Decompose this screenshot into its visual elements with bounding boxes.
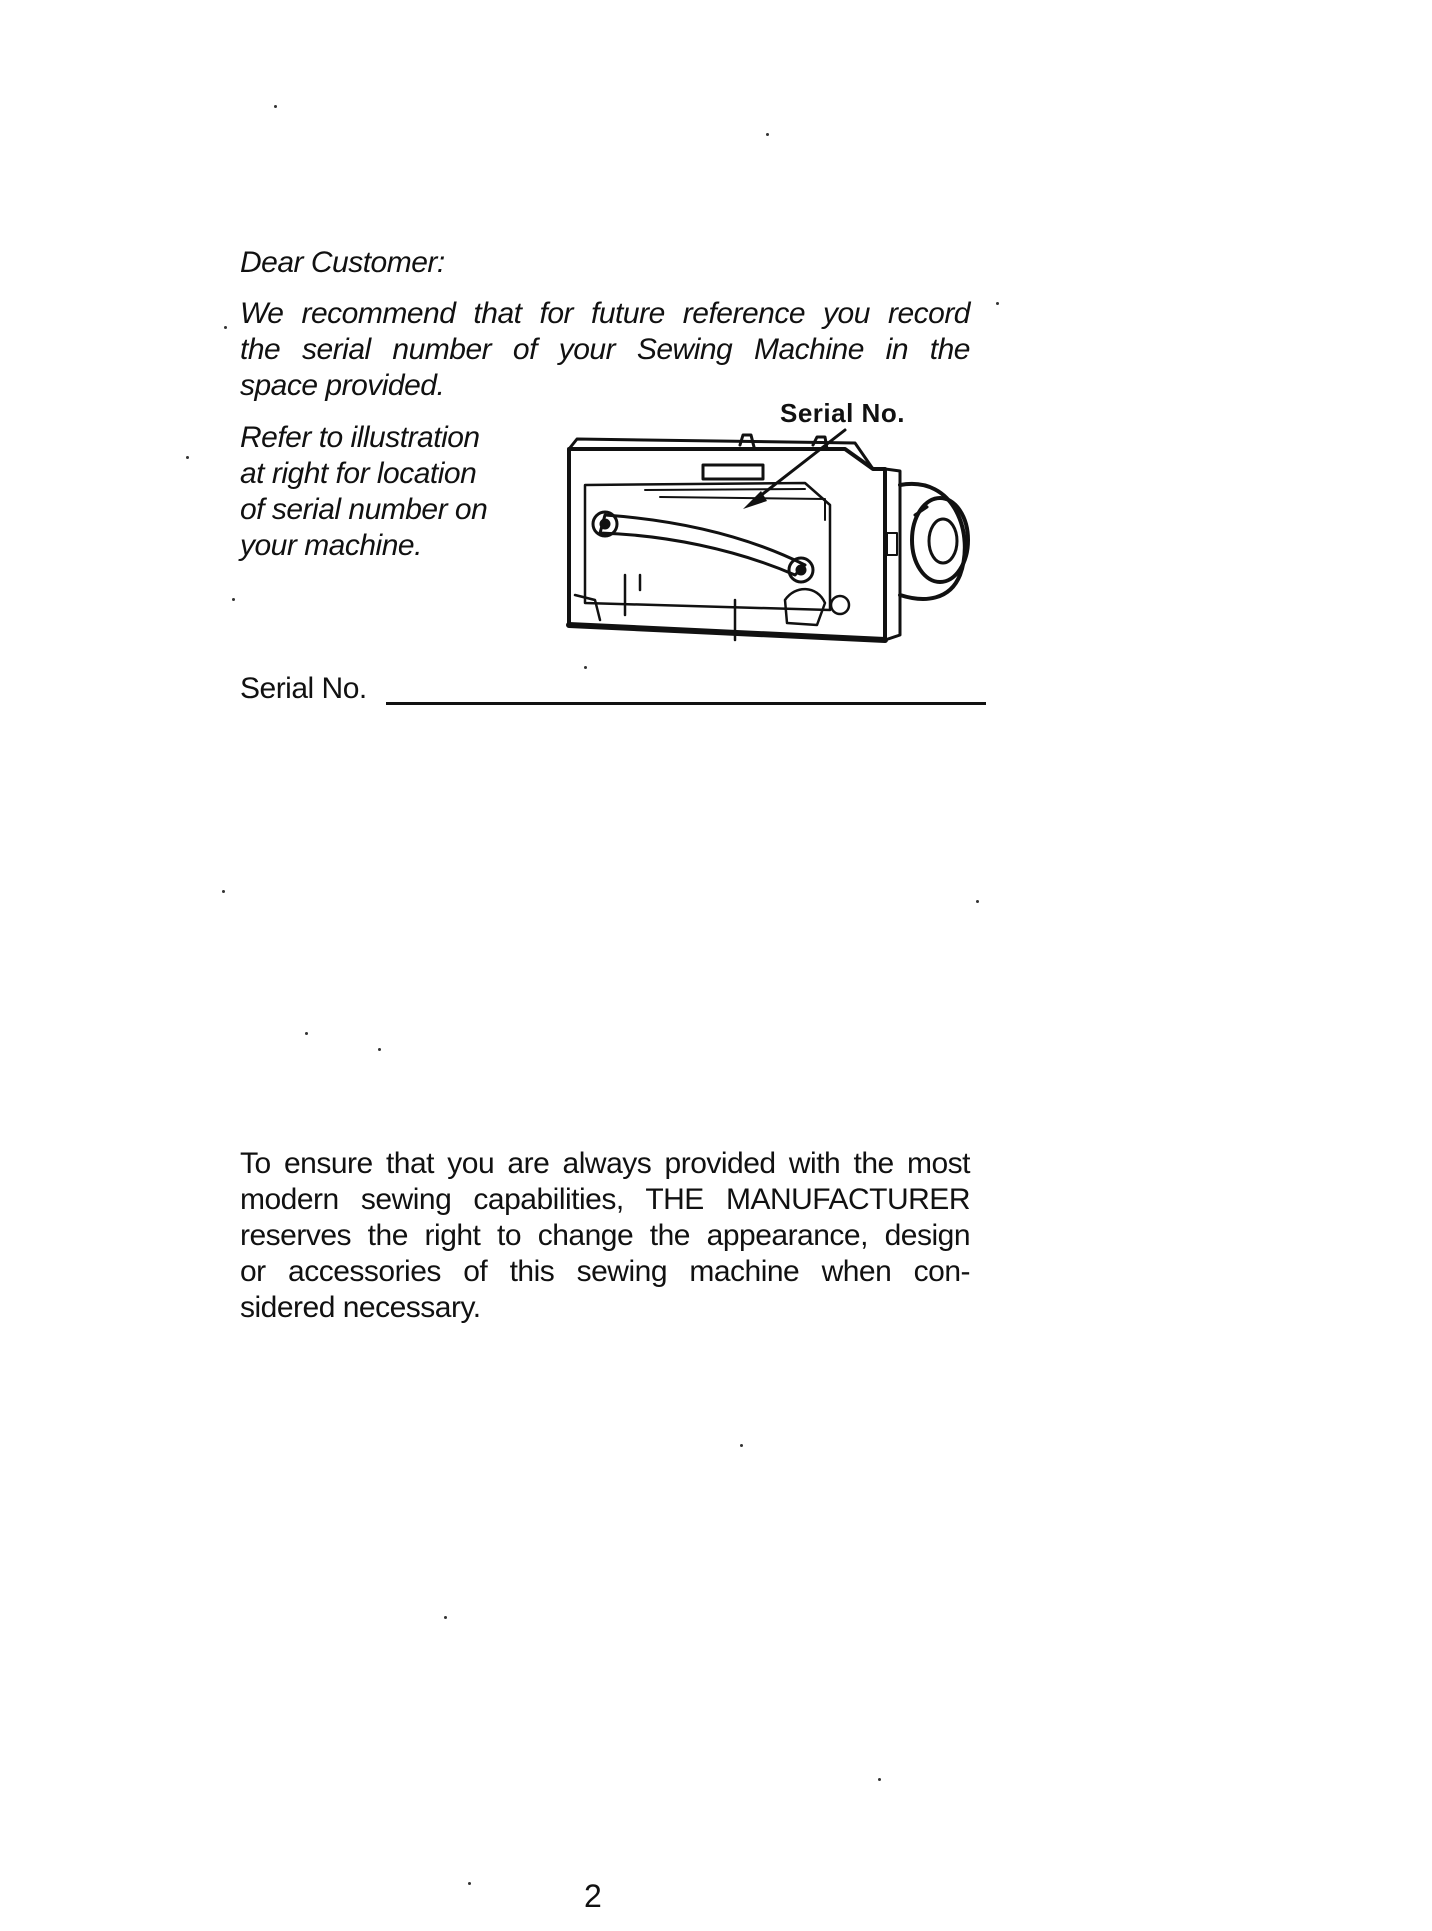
notice-line: or accessories of this sewing machine when con- (240, 1255, 970, 1288)
scan-speck (222, 890, 225, 893)
greeting: Dear Customer: (240, 246, 445, 279)
notice-line: To ensure that you are always provided with the most (240, 1147, 970, 1180)
refer-paragraph (240, 420, 540, 564)
refer-line: at right for location (240, 457, 477, 490)
manufacturer-notice (240, 1146, 970, 1326)
serial-number-label: Serial No. (240, 672, 367, 705)
notice-line: reserves the right to change the appearance, design (240, 1219, 970, 1252)
scan-speck (305, 1032, 308, 1035)
refer-line: of serial number on (240, 493, 488, 526)
scan-speck (186, 456, 189, 459)
scan-speck (976, 900, 979, 903)
serial-number-blank-line[interactable] (386, 702, 986, 705)
serial-callout-label: Serial No. (780, 398, 905, 428)
serial-number-field[interactable] (240, 672, 1000, 712)
intro-paragraph (240, 296, 970, 404)
scan-speck (584, 666, 587, 669)
refer-line: your machine. (240, 529, 422, 562)
intro-line: the serial number of your Sewing Machine in the (240, 333, 970, 366)
scan-speck (996, 302, 999, 305)
scan-speck (224, 326, 227, 329)
scan-speck (444, 1616, 447, 1619)
scan-speck (740, 1444, 743, 1447)
scan-speck (468, 1882, 471, 1885)
notice-line: sidered necessary. (240, 1291, 481, 1324)
sewing-machine-icon (555, 425, 980, 655)
scan-speck (232, 598, 235, 601)
scan-speck (766, 133, 769, 136)
intro-line: space provided. (240, 369, 445, 402)
scan-speck (378, 1048, 381, 1051)
refer-line: Refer to illustration (240, 421, 480, 454)
scan-speck (274, 105, 277, 108)
notice-line: modern sewing capabilities, THE MANUFACTURER (240, 1183, 970, 1216)
scan-speck (878, 1778, 881, 1781)
page-number: 2 (584, 1878, 602, 1914)
intro-line: We recommend that for future reference you record (240, 297, 970, 330)
